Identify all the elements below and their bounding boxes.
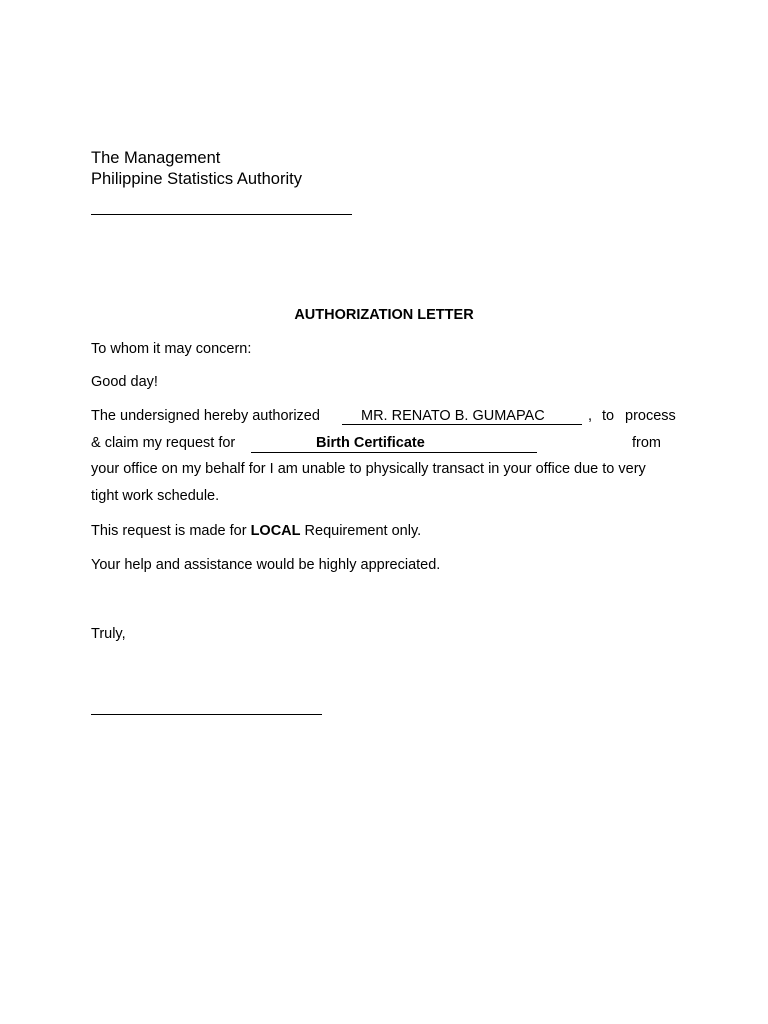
purpose-suffix: Requirement only. [304, 523, 422, 539]
recipient-line-1: The Management [91, 149, 221, 167]
recipient-line-2: Philippine Statistics Authority [91, 170, 302, 188]
document-requested-blank [251, 452, 537, 453]
recipient-address-blank-line [91, 214, 352, 215]
body-line-2-start: & claim my request for [91, 435, 236, 451]
greeting: Good day! [91, 374, 158, 390]
body-line-1-comma: , [588, 408, 593, 424]
letter-title: AUTHORIZATION LETTER [294, 307, 474, 323]
sign-off: Truly, [91, 626, 126, 642]
purpose-emphasis: LOCAL [250, 523, 301, 539]
body-line-1-process: process [625, 408, 676, 424]
purpose-prefix: This request is made for [91, 523, 247, 539]
signature-line [91, 714, 322, 715]
body-line-1-start: The undersigned hereby authorized [91, 408, 320, 424]
body-line-3: your office on my behalf for I am unable to physically transact in your office due to very [91, 461, 646, 477]
body-line-4: tight work schedule. [91, 488, 220, 504]
body-line-1-to: to [602, 408, 615, 424]
document-requested: Birth Certificate [316, 435, 425, 451]
salutation: To whom it may concern: [91, 341, 252, 357]
authorized-person: MR. RENATO B. GUMAPAC [361, 408, 545, 424]
body-line-2-end: from [632, 435, 661, 451]
closing-note: Your help and assistance would be highly appreciated. [91, 557, 441, 573]
purpose-statement [91, 522, 421, 540]
